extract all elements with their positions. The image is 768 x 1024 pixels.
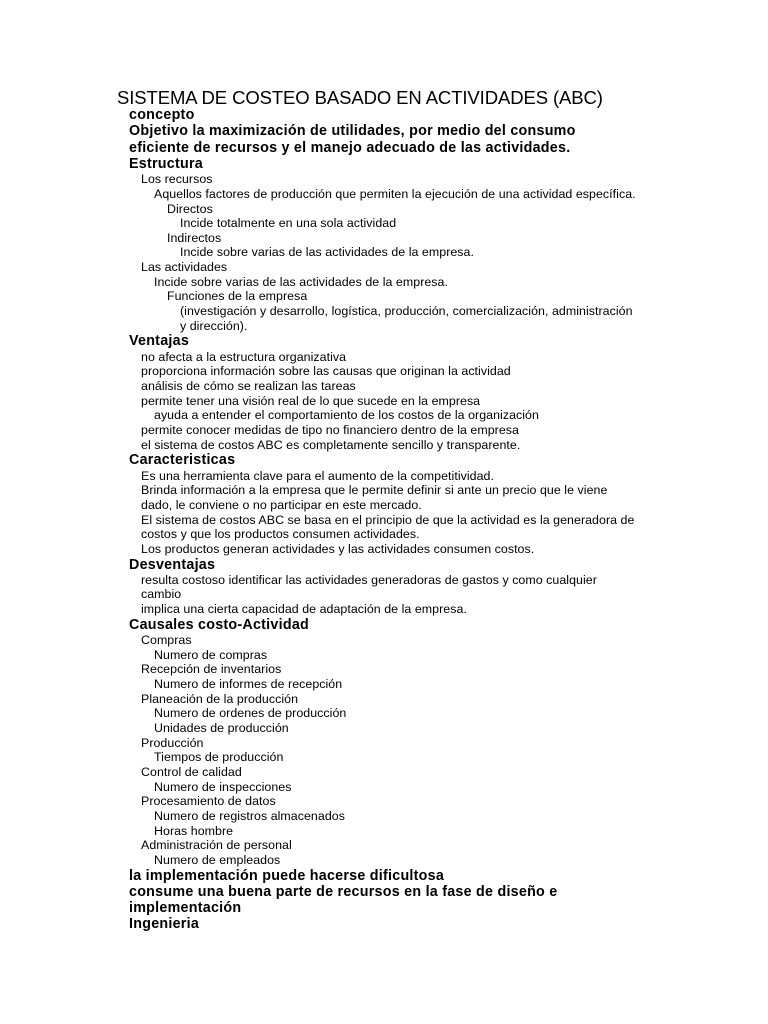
outline-item: resulta costoso identificar las actividades generadoras de gastos y como cualquier	[141, 572, 597, 587]
outline-item: Control de calidad	[141, 765, 242, 779]
section-heading: consume una buena parte de recursos en la fase de diseño e	[129, 883, 558, 900]
section-heading: Ventajas	[129, 333, 190, 350]
outline-item: Las actividades	[141, 260, 228, 275]
outline-item: Numero de inspecciones	[154, 779, 292, 794]
section-heading: implementación	[129, 900, 242, 917]
outline-item: Incide totalmente en una sola actividad	[180, 216, 397, 231]
outline-item: Numero de ordenes de producción	[154, 706, 347, 721]
outline-item: proporciona información sobre las causas que originan la actividad	[141, 364, 511, 379]
outline-item: Producción	[141, 735, 204, 750]
section-heading: concepto	[129, 107, 195, 123]
outline-item: y dirección).	[180, 318, 248, 333]
section-heading: Causales costo-Actividad	[129, 616, 309, 633]
outline-item: no afecta a la estructura organizativa	[141, 349, 347, 364]
outline-item: Aquellos factores de producción que permiten la ejecución de una actividad específica.	[154, 186, 636, 201]
outline-item: el sistema de costos ABC es completamente sencillo y transparente.	[141, 437, 521, 452]
outline-item: Brinda información a la empresa que le permite definir si ante un precio que le viene	[141, 483, 608, 498]
section-heading: la implementación puede hacerse dificultosa	[129, 867, 445, 884]
outline-item: Es una herramienta clave para el aumento de la competitividad.	[141, 468, 494, 483]
outline-item: Procesamiento de datos	[141, 794, 276, 809]
outline-item: Numero de empleados	[154, 852, 281, 867]
outline-item: Numero de registros almacenados	[154, 808, 345, 823]
outline-item: Compras	[141, 633, 192, 648]
outline-item: Incide sobre varias de las actividades de la empresa.	[180, 245, 474, 260]
outline-item: análisis de cómo se realizan las tareas	[141, 379, 356, 394]
section-heading: Objetivo la maximización de utilidades, por medio del consumo	[129, 123, 576, 140]
outline-item: dado, le conviene o no participar en este mercado.	[141, 497, 422, 512]
outline-item: Administración de personal	[141, 838, 292, 853]
section-heading: Estructura	[129, 155, 204, 172]
outline-item: permite conocer medidas de tipo no financiero dentro de la empresa	[141, 422, 519, 437]
outline-item: Los recursos	[141, 172, 213, 187]
outline-item: Indirectos	[167, 230, 222, 245]
outline-item: Numero de informes de recepción	[154, 677, 343, 692]
section-heading: eficiente de recursos y el manejo adecuado de las actividades.	[129, 139, 571, 156]
outline-item: Recepción de inventarios	[141, 662, 282, 677]
section-heading: Desventajas	[129, 556, 216, 573]
outline-item: implica una cierta capacidad de adaptación de la empresa.	[141, 602, 467, 617]
outline-item: cambio	[141, 587, 182, 602]
outline-item: Horas hombre	[154, 823, 234, 838]
outline-item: Directos	[167, 201, 213, 216]
outline-item: Incide sobre varias de las actividades de la empresa.	[154, 274, 448, 289]
outline-item: costos y que los productos consumen actividades.	[141, 527, 420, 542]
document-title: SISTEMA DE COSTEO BASADO EN ACTIVIDADES (ABC)	[117, 87, 603, 108]
outline-item: Funciones de la empresa	[167, 289, 308, 304]
outline-item: Unidades de producción	[154, 721, 289, 736]
outline-item: permite tener una visión real de lo que sucede en la empresa	[141, 393, 481, 408]
section-heading: Ingenieria	[129, 916, 200, 933]
outline-item: El sistema de costos ABC se basa en el principio de que la actividad es la generadora de	[141, 512, 635, 527]
outline-item: (investigación y desarrollo, logística, producción, comercialización, administración	[180, 304, 633, 319]
outline-item: Planeación de la producción	[141, 691, 299, 706]
outline-item: Tiempos de producción	[154, 750, 284, 765]
outline-item: Los productos generan actividades y las actividades consumen costos.	[141, 541, 535, 556]
section-heading: Caracteristicas	[129, 452, 236, 469]
outline-item: Numero de compras	[154, 647, 268, 662]
outline-item: ayuda a entender el comportamiento de los costos de la organización	[154, 408, 539, 423]
outline-list	[0, 107, 768, 933]
